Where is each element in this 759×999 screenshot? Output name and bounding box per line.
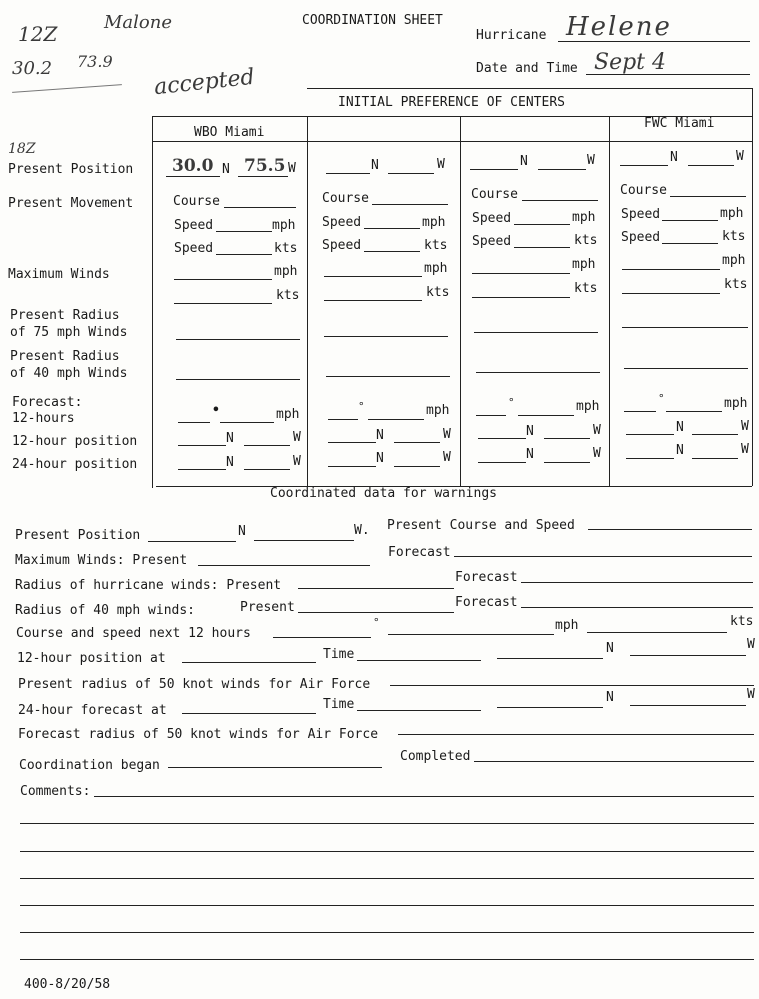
fwc-speed-kts-label: Speed [621, 230, 661, 245]
date-time-label: Date and Time [476, 61, 578, 76]
wbo-latitude-value: 30.0 [172, 156, 214, 176]
row-label-forecast: Forecast: [12, 395, 83, 410]
cd-coordination-began-label: Coordination began [19, 758, 160, 773]
c3-fc-speed-line [518, 415, 574, 416]
comments-line-6 [20, 932, 754, 933]
fwc-course-line [670, 196, 746, 197]
fwc-maxwind-mph-unit: mph [722, 253, 746, 268]
cd-coordination-began-line [168, 767, 382, 768]
cd-speed-12-mph: mph [555, 618, 579, 633]
c3-maxwind-kts-line [472, 297, 570, 298]
cd-radius-40-label: Radius of 40 mph winds: [15, 603, 196, 618]
c2-speed-kts-line [364, 251, 420, 252]
c3-maxwind-kts-unit: kts [574, 281, 598, 296]
wbo-fc-course-line [178, 422, 210, 423]
c3-speed-kts-line [514, 247, 570, 248]
fwc-pos24-w-line [692, 458, 738, 459]
table-divider-1 [307, 116, 308, 486]
fwc-pos24-w: W [741, 442, 749, 457]
handwritten-corner-time: 12Z [18, 22, 58, 46]
wbo-speed-kts-line [216, 254, 272, 255]
cd-forecast24-label: 24-hour forecast at [18, 703, 167, 718]
c3-pos24-n-line [478, 462, 526, 463]
fwc-speed-mph-line [662, 220, 718, 221]
wbo-maxwind-mph-unit: mph [274, 264, 298, 279]
wbo-course-line [224, 207, 296, 208]
coordinated-title: Coordinated data for warnings [270, 486, 497, 501]
cd-pos12-time-label: Time [323, 647, 355, 662]
fwc-pos12-w-line [692, 434, 738, 435]
wbo-pos24-w-line [244, 469, 290, 470]
cd-present-position-lat-line [148, 541, 236, 542]
c2-pos12-w-line [394, 442, 440, 443]
fwc-maxwind-kts-unit: kts [724, 277, 748, 292]
row-label-radius-75-line1: Present Radius [10, 308, 120, 323]
c2-course-label: Course [322, 191, 369, 206]
fwc-kts-unit: kts [722, 229, 746, 244]
fwc-w-label: W [736, 149, 744, 164]
cd-present-radius-50-line [390, 685, 754, 686]
c2-kts-unit: kts [424, 238, 448, 253]
handwritten-underline [12, 84, 122, 93]
wbo-pos24-w: W [293, 454, 301, 469]
comments-line-4 [20, 878, 754, 879]
cd-forecast24-time-line [357, 710, 481, 711]
cd-forecast24-w: W [747, 687, 755, 702]
fwc-maxwind-kts-line [622, 293, 720, 294]
cd-speed-12-kts-line [587, 632, 727, 633]
c2-pos12-w: W [443, 427, 451, 442]
table-left-border [152, 116, 153, 488]
wbo-pos12-n: N [226, 431, 234, 446]
c3-pos24-n: N [526, 447, 534, 462]
c2-w-label: W [437, 157, 445, 172]
handwritten-corner-name: Malone [104, 12, 173, 33]
c3-w-label: W [587, 153, 595, 168]
c3-radius40-line [476, 372, 600, 373]
c3-speed-mph-line [514, 224, 570, 225]
wbo-maxwind-kts-unit: kts [276, 288, 300, 303]
handwritten-accepted: accepted [152, 64, 256, 101]
wbo-maxwind-mph-line [174, 279, 272, 280]
comments-line-3 [20, 851, 754, 852]
row-label-present-position: Present Position [8, 162, 134, 177]
fwc-fc-speed-line [666, 411, 722, 412]
c2-pos12-n: N [376, 428, 384, 443]
cd-forecast24-lat-line [497, 707, 603, 708]
fwc-pos12-w: W [741, 419, 749, 434]
row-label-present-movement: Present Movement [8, 196, 134, 211]
c3-lon-line [538, 169, 586, 170]
wbo-fc-mph-unit: mph [276, 407, 300, 422]
form-number: 400-8/20/58 [24, 977, 111, 992]
c2-maxwind-kts-unit: kts [426, 285, 450, 300]
fwc-speed-mph-label: Speed [621, 207, 661, 222]
table-title: INITIAL PREFERENCE OF CENTERS [338, 95, 565, 110]
row-label-maximum-winds: Maximum Winds [8, 267, 110, 282]
fwc-radius75-line [622, 327, 748, 328]
fwc-mph-unit: mph [720, 206, 744, 221]
c2-pos12-n-line [328, 442, 376, 443]
c2-fc-mph-unit: mph [426, 403, 450, 418]
fwc-pos12-n-line [626, 434, 674, 435]
c2-course-line [372, 204, 448, 205]
c2-n-label: N [371, 158, 379, 173]
c3-pos12-w: W [593, 423, 601, 438]
cd-max-winds-label: Maximum Winds: Present [15, 553, 188, 568]
cd-forecast24-time-label: Time [323, 697, 355, 712]
cd-present-radius-50-label: Present radius of 50 knot winds for Air Force [18, 677, 371, 692]
cd-max-winds-forecast-line [454, 556, 752, 557]
c3-course-line [522, 200, 598, 201]
column-header-wbo-miami: WBO Miami [194, 125, 265, 140]
cd-course-speed-12-label: Course and speed next 12 hours [16, 626, 251, 641]
table-right-border [752, 88, 753, 486]
cd-radius-hurricane-label: Radius of hurricane winds: Present [15, 578, 282, 593]
cd-present-course-speed-line [588, 529, 752, 530]
c2-pos24-w-line [394, 466, 440, 467]
cd-pos12-lon-line [630, 655, 746, 656]
fwc-n-label: N [670, 150, 678, 165]
c3-pos12-n-line [478, 438, 526, 439]
cd-course-12-line [273, 637, 371, 638]
wbo-fc-speed-line [220, 422, 274, 423]
c2-lat-line [326, 173, 370, 174]
cd-present-position-w: W. [354, 523, 370, 538]
c3-maxwind-mph-line [472, 273, 570, 274]
c2-lon-line [388, 173, 434, 174]
c3-radius75-line [474, 332, 598, 333]
cd-present-position-lon-line [254, 540, 354, 541]
c3-pos12-n: N [526, 424, 534, 439]
c3-course-label: Course [471, 187, 518, 202]
wbo-fc-dot: • [212, 403, 220, 418]
fwc-fc-degree: ° [658, 392, 665, 405]
comments-line-5 [20, 905, 754, 906]
c2-radius40-line [326, 376, 450, 377]
table-header-underline [152, 141, 752, 142]
c3-pos12-w-line [544, 438, 590, 439]
cd-radius-40-present-label: Present [240, 600, 295, 615]
hurricane-name-value: Helene [566, 12, 672, 42]
handwritten-corner-lat: 30.2 [12, 58, 53, 79]
fwc-pos12-n: N [676, 420, 684, 435]
c2-maxwind-mph-line [324, 276, 422, 277]
cd-present-position-label: Present Position [15, 528, 141, 543]
cd-radius-40-forecast-label: Forecast [455, 595, 518, 610]
wbo-kts-unit: kts [274, 241, 298, 256]
comments-line-7 [20, 959, 754, 960]
row-label-radius-75-line2: of 75 mph Winds [10, 325, 128, 340]
fwc-maxwind-mph-line [622, 269, 720, 270]
wbo-longitude-value: 75.5 [244, 156, 286, 176]
cd-present-position-n: N [238, 524, 246, 539]
cd-course-12-degree: ° [373, 616, 380, 629]
date-time-value: Sept 4 [594, 50, 667, 75]
c2-fc-speed-line [368, 419, 424, 420]
wbo-pos24-n: N [226, 455, 234, 470]
fwc-fc-mph-unit: mph [724, 396, 748, 411]
c2-maxwind-mph-unit: mph [424, 261, 448, 276]
wbo-course-label: Course [173, 194, 220, 209]
row-label-radius-40-line2: of 40 mph Winds [10, 366, 128, 381]
table-divider-2 [460, 116, 461, 486]
c3-lat-line [470, 169, 518, 170]
cd-radius-40-line [298, 612, 454, 613]
cd-radius-hurricane-line [298, 588, 454, 589]
c3-fc-mph-unit: mph [576, 399, 600, 414]
c2-pos24-n: N [376, 451, 384, 466]
handwritten-corner-lon: 73.9 [77, 52, 113, 71]
cd-pos12-label: 12-hour position at [17, 651, 166, 666]
cd-present-course-speed-label: Present Course and Speed [387, 518, 575, 533]
cd-pos12-lat-line [497, 658, 603, 659]
fwc-speed-kts-line [662, 243, 718, 244]
cd-completed-line [474, 761, 754, 762]
cd-speed-12-mph-line [388, 634, 554, 635]
cd-forecast24-n: N [606, 690, 614, 705]
cd-pos12-time-line [357, 660, 481, 661]
c3-speed-kts-label: Speed [472, 234, 512, 249]
c3-kts-unit: kts [574, 233, 598, 248]
c3-fc-degree: ° [508, 396, 515, 409]
wbo-w-label: W [288, 161, 296, 176]
wbo-maxwind-kts-line [174, 303, 272, 304]
table-top-border [307, 88, 752, 89]
cd-comments-label: Comments: [20, 784, 91, 799]
c3-pos24-w-line [544, 462, 590, 463]
wbo-speed-kts-label: Speed [174, 241, 214, 256]
cd-forecast-radius-50-line [398, 734, 754, 735]
c3-speed-mph-label: Speed [472, 211, 512, 226]
c2-speed-mph-line [364, 228, 420, 229]
fwc-course-label: Course [620, 183, 667, 198]
cd-max-winds-line [198, 565, 370, 566]
c3-fc-course-line [476, 415, 506, 416]
row-label-12-hour-position: 12-hour position [12, 434, 138, 449]
row-label-24-hour-position: 24-hour position [12, 457, 138, 472]
wbo-radius75-line [176, 339, 300, 340]
comments-line-2 [20, 823, 754, 824]
cd-pos12-w: W [747, 637, 755, 652]
c2-radius75-line [324, 336, 448, 337]
sheet-title: COORDINATION SHEET [302, 13, 443, 28]
wbo-pos24-n-line [178, 469, 226, 470]
c2-speed-kts-label: Speed [322, 238, 362, 253]
cd-pos12-n: N [606, 641, 614, 656]
cd-radius-40-forecast-line [521, 607, 753, 608]
fwc-pos24-n-line [626, 458, 674, 459]
c3-pos24-w: W [593, 446, 601, 461]
c2-fc-degree: ° [358, 400, 365, 413]
fwc-pos24-n: N [676, 443, 684, 458]
c2-maxwind-kts-line [324, 300, 422, 301]
cd-pos12-at-line [182, 662, 316, 663]
fwc-lon-line [688, 165, 734, 166]
cd-radius-hurricane-forecast-line [521, 582, 753, 583]
column-header-fwc-miami: FWC Miami [644, 116, 715, 131]
cd-speed-12-kts: kts [730, 614, 754, 629]
row-label-radius-40-line1: Present Radius [10, 349, 120, 364]
c2-pos24-n-line [328, 466, 376, 467]
wbo-lat-line [166, 176, 220, 177]
wbo-radius40-line [176, 379, 300, 380]
c2-fc-course-line [328, 419, 358, 420]
wbo-pos12-n-line [178, 445, 226, 446]
c2-pos24-w: W [443, 450, 451, 465]
table-divider-3 [609, 116, 610, 486]
comments-line-1 [94, 796, 754, 797]
cd-completed-label: Completed [400, 749, 471, 764]
wbo-speed-mph-line [216, 231, 272, 232]
cd-max-winds-forecast-label: Forecast [388, 545, 451, 560]
cd-radius-hurricane-forecast-label: Forecast [455, 570, 518, 585]
c3-mph-unit: mph [572, 210, 596, 225]
c2-speed-mph-label: Speed [322, 215, 362, 230]
cd-forecast24-at-line [182, 713, 316, 714]
fwc-radius40-line [624, 368, 748, 369]
wbo-n-label: N [222, 162, 230, 177]
handwritten-left-time: 18Z [8, 141, 36, 157]
fwc-fc-course-line [624, 411, 656, 412]
c2-mph-unit: mph [422, 215, 446, 230]
fwc-lat-line [620, 165, 668, 166]
wbo-pos12-w-line [244, 445, 290, 446]
wbo-speed-mph-label: Speed [174, 218, 214, 233]
c3-n-label: N [520, 154, 528, 169]
wbo-lon-line [238, 176, 288, 177]
wbo-mph-unit: mph [272, 218, 296, 233]
wbo-pos12-w: W [293, 430, 301, 445]
cd-forecast24-lon-line [630, 705, 746, 706]
c3-maxwind-mph-unit: mph [572, 257, 596, 272]
hurricane-label: Hurricane [476, 28, 547, 43]
cd-forecast-radius-50-label: Forecast radius of 50 knot winds for Air Force [18, 727, 379, 742]
row-label-forecast-12h: 12-hours [12, 411, 75, 426]
